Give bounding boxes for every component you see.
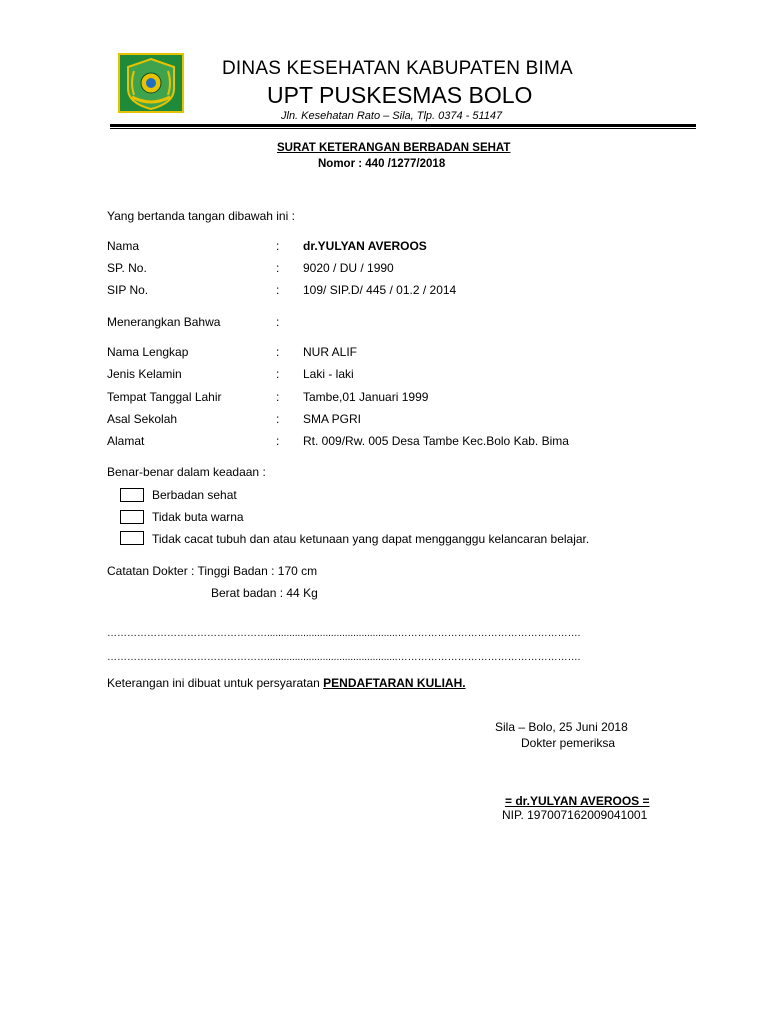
patient-school-colon: : (276, 412, 280, 426)
unit-name: UPT PUSKESMAS BOLO (267, 82, 533, 108)
patient-address-colon: : (276, 434, 280, 448)
patient-address-label: Alamat (107, 434, 145, 448)
header-rule-thick (110, 124, 696, 127)
condition-text-colorblind: Tidak buta warna (152, 510, 244, 524)
purpose-prefix: Keterangan ini dibuat untuk persyaratan (107, 676, 324, 690)
signer-name-colon: : (276, 239, 280, 253)
signer-sp-value: 9020 / DU / 1990 (303, 261, 394, 275)
signature-place-date: Sila – Bolo, 25 Juni 2018 (495, 720, 628, 734)
patient-school-label: Asal Sekolah (107, 412, 178, 426)
signer-sp-colon: : (276, 261, 280, 275)
dotted-line-2: …………………………………………...............................................………………………………………………. (107, 652, 581, 663)
kabupaten-bima-logo-icon (118, 53, 184, 113)
header-rule-thin (110, 128, 696, 129)
purpose-emphasis: PENDAFTARAN KULIAH. (323, 676, 466, 690)
patient-birth-value: Tambe,01 Januari 1999 (303, 390, 429, 404)
intro-text: Yang bertanda tangan dibawah ini : (107, 209, 295, 223)
patient-school-value: SMA PGRI (303, 412, 362, 426)
signer-sip-colon: : (276, 283, 280, 297)
document-number: Nomor : 440 /1277/2018 (318, 158, 446, 170)
signature-nip: NIP. 197007162009041001 (502, 808, 648, 822)
signer-sip-value: 109/ SIP.D/ 445 / 01.2 / 2014 (303, 283, 457, 297)
signer-sp-label: SP. No. (107, 261, 147, 275)
signature-name: = dr.YULYAN AVEROOS = (505, 794, 650, 808)
patient-name-label: Nama Lengkap (107, 345, 189, 359)
purpose-text (107, 676, 466, 690)
patient-name-value: NUR ALIF (303, 345, 358, 359)
signer-name-value: dr.YULYAN AVEROOS (303, 239, 427, 253)
patient-birth-label: Tempat Tanggal Lahir (107, 390, 222, 404)
notes-height: Catatan Dokter : Tinggi Badan : 170 cm (107, 564, 318, 578)
condition-text-disability: Tidak cacat tubuh dan atau ketunaan yang dapat mengganggu kelancaran belajar. (152, 532, 590, 546)
signer-sip-label: SIP No. (107, 283, 149, 297)
condition-label: Benar-benar dalam keadaan : (107, 465, 266, 479)
patient-gender-value: Laki - laki (303, 367, 354, 381)
agency-name: DINAS KESEHATAN KABUPATEN BIMA (222, 58, 573, 79)
signature-role: Dokter pemeriksa (521, 736, 616, 750)
condition-checkbox-disability[interactable] (120, 531, 144, 545)
notes-weight: Berat badan : 44 Kg (211, 586, 318, 600)
signer-name-label: Nama (107, 239, 140, 253)
document-title: SURAT KETERANGAN BERBADAN SEHAT (277, 142, 511, 154)
condition-checkbox-colorblind[interactable] (120, 510, 144, 524)
condition-checkbox-healthy[interactable] (120, 488, 144, 502)
declares-label: Menerangkan Bahwa (107, 315, 221, 329)
dotted-line-1: …………………………………………...............................................………………………………………………. (107, 628, 581, 639)
patient-gender-colon: : (276, 367, 280, 381)
patient-gender-label: Jenis Kelamin (107, 367, 182, 381)
condition-text-healthy: Berbadan sehat (152, 488, 237, 502)
declares-colon: : (276, 315, 280, 329)
patient-address-value: Rt. 009/Rw. 005 Desa Tambe Kec.Bolo Kab. Bima (303, 434, 569, 448)
unit-address: Jln. Kesehatan Rato – Sila, Tlp. 0374 - 51147 (281, 110, 503, 122)
patient-birth-colon: : (276, 390, 280, 404)
patient-name-colon: : (276, 345, 280, 359)
